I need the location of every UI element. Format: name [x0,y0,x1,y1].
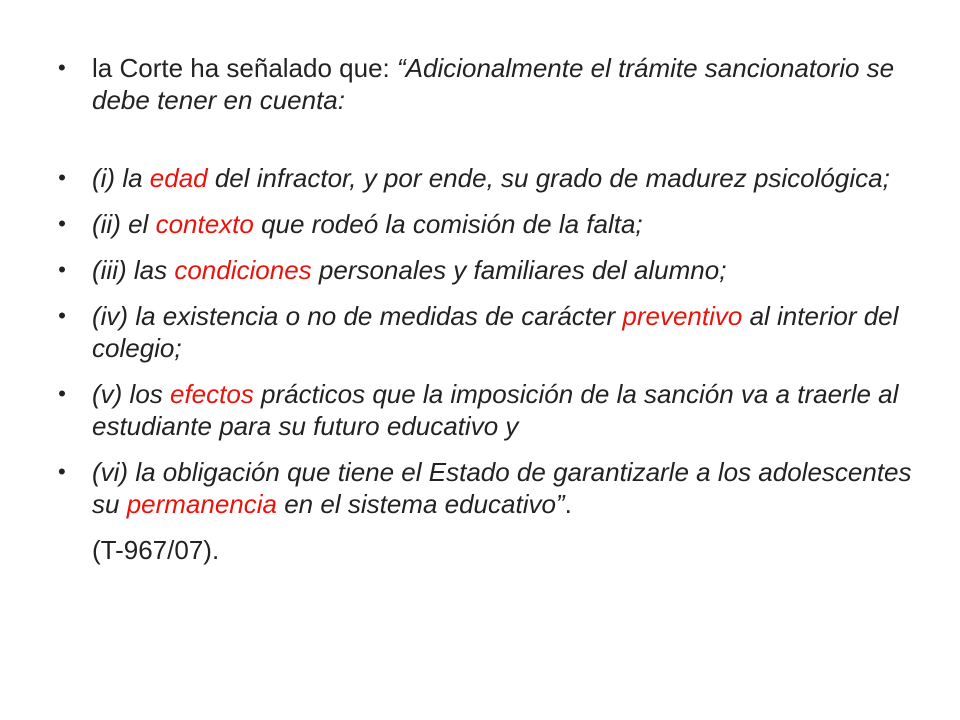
list-item-vi [58,456,918,520]
bullet-icon: • [58,55,66,80]
bullet-icon: • [58,165,66,190]
citation: (T-967/07). [92,535,220,565]
intro-text: la Corte ha señalado que: [92,53,397,83]
item-text: en el sistema educativo” [277,489,565,519]
item-text: que rodeó la comisión de la falta; [253,209,643,239]
intro-quote-text: “Adicionalmente el trámite sancionatorio se debe tener en cuenta: [92,53,895,115]
highlight-efectos: efectos [170,379,254,409]
list-item-iv [58,300,918,364]
item-text: (v) los [92,379,170,409]
bullet-icon: • [58,211,66,236]
highlight-edad: edad [149,163,208,193]
highlight-condiciones: condiciones [174,255,312,285]
item-text: (iii) las [92,255,175,285]
item-text: personales y familiares del alumno; [311,255,727,285]
highlight-preventivo: preventivo [622,301,743,331]
highlight-permanencia: permanencia [126,489,277,519]
item-text: (vi) la obligación que tiene el Estado de garantizarle a los adolescentes su [92,457,912,519]
list-item-v [58,378,918,442]
list-item-iii [58,254,918,286]
item-tail: . [564,489,572,519]
bullet-icon: • [58,257,66,282]
item-text: prácticos que la imposición de la sanción va a traerle al estudiante para su futuro educativo y [92,379,899,441]
item-text: del infractor, y por ende, su grado de madurez psicológica; [207,163,890,193]
item-text: (i) la [92,163,150,193]
item-text: al interior del colegio; [92,301,899,363]
item-text: (ii) el [92,209,156,239]
highlight-contexto: contexto [155,209,254,239]
list-item-ii [58,208,918,240]
bullet-icon: • [58,303,66,328]
bullet-list [58,52,918,566]
list-item-intro [58,52,918,116]
bullet-icon: • [58,381,66,406]
list-item-i [58,162,918,194]
item-text: (iv) la existencia o no de medidas de carácter [92,301,623,331]
bullet-icon: • [58,459,66,484]
